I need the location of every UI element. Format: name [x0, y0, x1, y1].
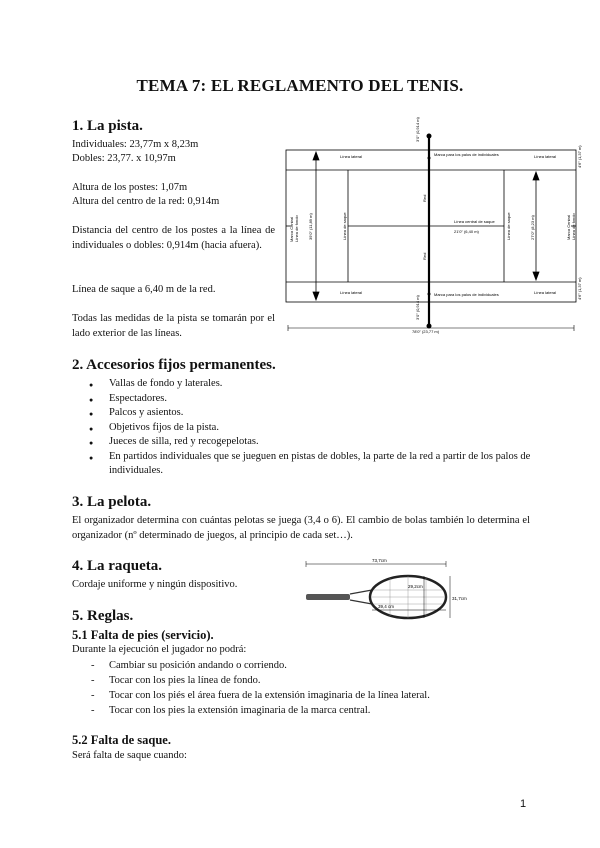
- foot-fault-list: [72, 658, 430, 718]
- list-item: - Tocar con los pies la extensión imaginaria de la marca central.: [72, 703, 430, 718]
- label-lateral-bottom-right: Línea lateral: [534, 290, 557, 295]
- label-lateral-top: Línea lateral: [340, 154, 363, 159]
- racket-height: 31,7cm: [452, 596, 467, 601]
- list-item: ● Palcos y asientos.: [72, 406, 532, 421]
- label-alley-top: 4'6" (1,37 m): [577, 145, 582, 168]
- list-item: - Tocar con los pies la línea de fondo.: [72, 673, 430, 688]
- foot-fault-intro: Durante la ejecución el jugador no podrá:: [72, 644, 247, 655]
- label-net-top: Red: [422, 194, 427, 202]
- label-center-mark-left: Marca Central: [289, 216, 294, 242]
- page-title: TEMA 7: EL REGLAMENTO DEL TENIS.: [136, 76, 464, 95]
- subsection-foot-fault: 5.1 Falta de pies (servicio).: [72, 628, 214, 642]
- label-center-mark-right: Marca Central: [566, 214, 571, 240]
- section-heading-fixtures: 2. Accesorios fijos permanentes.: [72, 357, 276, 373]
- serve-fault-intro: Será falta de saque cuando:: [72, 750, 187, 761]
- label-singles-mark-bottom: Marca para los palos de individuales: [434, 292, 499, 297]
- list-item: ● Vallas de fondo y laterales.: [72, 377, 532, 392]
- label-center-service: Línea central de saque: [454, 219, 495, 224]
- label-alley-bottom: 4'6" (1,37 m): [577, 277, 582, 300]
- label-baseline-right: Línea de fondo: [571, 213, 576, 240]
- posts-distance: Distancia del centro de los postes a la línea de individuales o dobles: 0,914m (hacia afuera).: [72, 225, 275, 251]
- label-service-right-dim: 21'0" (6,40 m): [454, 229, 479, 234]
- court-diagram: [282, 112, 584, 334]
- fixtures-list: [72, 377, 532, 479]
- subsection-serve-fault: 5.2 Falta de saque.: [72, 733, 171, 747]
- label-lateral-top-right: Línea lateral: [534, 154, 557, 159]
- racket-diagram: [300, 556, 472, 622]
- label-post-top: 3'0" (0,914 m): [415, 117, 420, 142]
- label-baseline-left: Línea de fondo: [294, 215, 299, 242]
- racket-head-width: 29,2cm: [408, 584, 423, 589]
- singles-dimensions: Individuales: 23,77m x 8,23m: [72, 139, 199, 150]
- label-post-bottom: 3'0" (0,914 m): [415, 295, 420, 320]
- label-service-line-left: Línea de saque: [342, 212, 347, 240]
- racket-length: 73,7cm: [372, 558, 387, 563]
- list-item: ● Jueces de silla, red y recogepelotas.: [72, 435, 532, 450]
- section-heading-ball: 3. La pelota.: [72, 494, 152, 510]
- net-height: Altura del centro de la red: 0,914m: [72, 196, 220, 207]
- serve-line: Línea de saque a 6,40 m de la red.: [72, 284, 216, 295]
- label-length: 78'0" (23,77 m): [412, 329, 440, 334]
- net-post-top: [427, 134, 432, 139]
- racket-string-length: 39,4 cm: [378, 604, 395, 609]
- page-number: 1: [520, 798, 527, 810]
- measures-note: Todas las medidas de la pista se tomarán por el lado exterior de las líneas.: [72, 313, 275, 339]
- doubles-dimensions: Dobles: 23,77. x 10,97m: [72, 153, 176, 164]
- label-lateral-bottom: Línea lateral: [340, 290, 363, 295]
- list-item: ● Espectadores.: [72, 392, 532, 407]
- list-item: - Tocar con los piés el área fuera de la extensión imaginaria de la línea lateral.: [72, 688, 430, 703]
- label-singles-mark-top: Marca para los palos de individuales: [434, 152, 499, 157]
- racket-handle: [306, 594, 350, 600]
- label-service-line-right: Línea de saque: [506, 212, 511, 240]
- list-item: ● En partidos individuales que se jueguen en pistas de dobles, la parte de la red a partir de los palos de individuales.: [72, 450, 532, 479]
- list-item: ● Objetivos fijos de la pista.: [72, 421, 532, 436]
- posts-height: Altura de los postes: 1,07m: [72, 182, 188, 193]
- label-half-left: 39'0" (11,89 m): [308, 213, 313, 240]
- list-item: - Cambiar su posición andando o corriendo.: [72, 658, 430, 673]
- section-heading-racket: 4. La raqueta.: [72, 558, 162, 574]
- section-heading-rules: 5. Reglas.: [72, 608, 134, 624]
- label-width: 27'0" (8,23 m): [530, 215, 535, 240]
- section-heading-court: 1. La pista.: [72, 118, 143, 134]
- label-net-bottom: Red: [422, 252, 427, 260]
- ball-text: El organizador determina con cuántas pelotas se juega (3,4 o 6). El cambio de bolas también lo determina el organizador (nº determinado de juegos, al principio de cada set…).: [72, 515, 530, 541]
- racket-text: Cordaje uniforme y ningún dispositivo.: [72, 579, 238, 590]
